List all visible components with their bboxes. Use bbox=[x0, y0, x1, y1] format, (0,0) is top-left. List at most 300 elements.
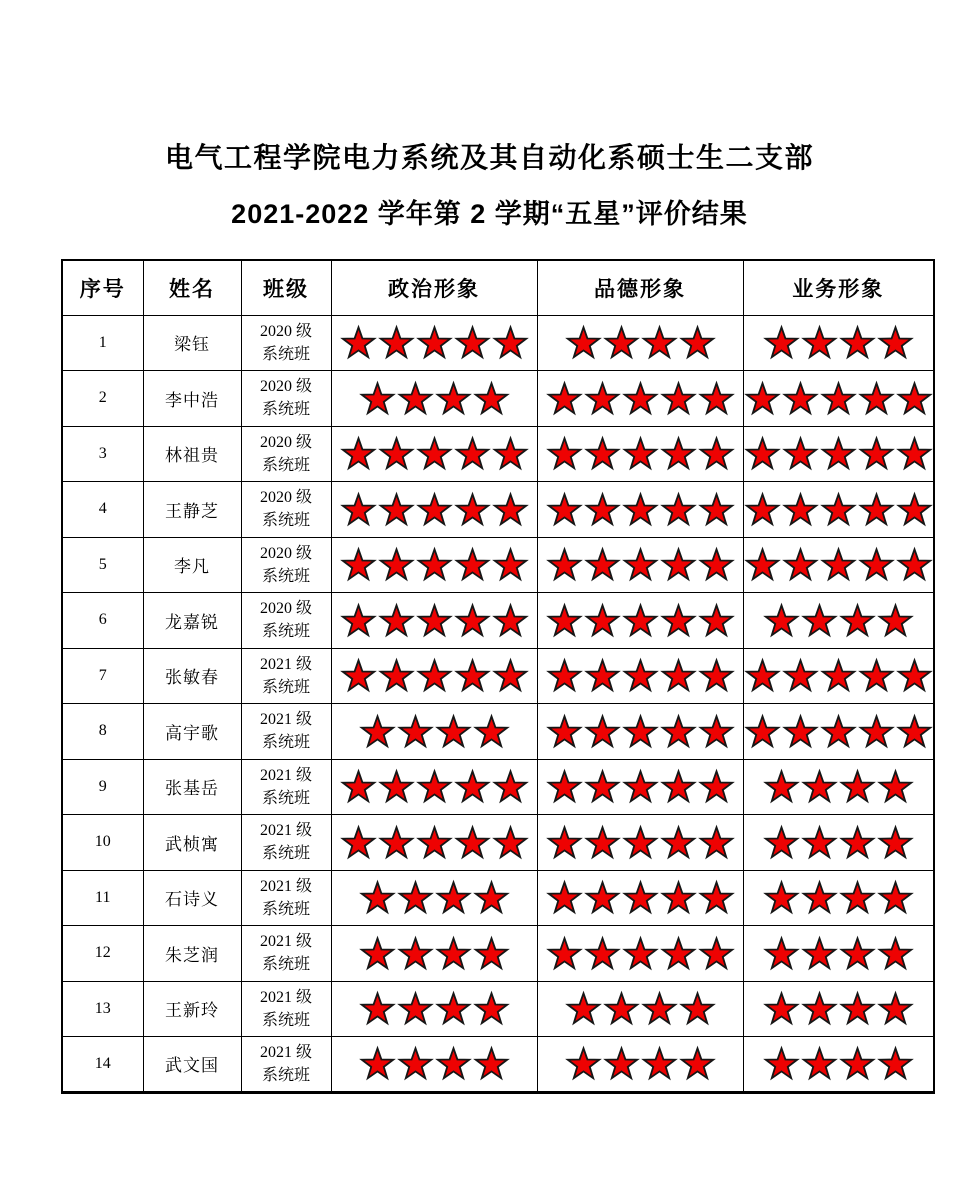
moral-stars bbox=[537, 870, 743, 926]
class-year: 2020 级 bbox=[259, 378, 312, 396]
star-icon bbox=[586, 881, 619, 914]
student-name: 林祖贵 bbox=[143, 426, 241, 482]
star-icon bbox=[342, 548, 375, 581]
professional-stars bbox=[743, 926, 934, 982]
star-icon bbox=[860, 659, 893, 692]
star-icon bbox=[803, 770, 836, 803]
row-index: 1 bbox=[62, 315, 143, 371]
star-icon bbox=[879, 937, 912, 970]
star-icon bbox=[841, 826, 874, 859]
star-icon bbox=[361, 382, 394, 415]
star-icon bbox=[803, 992, 836, 1025]
professional-stars bbox=[743, 537, 934, 593]
star-icon bbox=[662, 881, 695, 914]
star-icon bbox=[624, 493, 657, 526]
star-icon bbox=[822, 548, 855, 581]
star-icon bbox=[586, 548, 619, 581]
star-icon bbox=[879, 881, 912, 914]
row-index: 8 bbox=[62, 704, 143, 760]
star-icon bbox=[586, 937, 619, 970]
table-row bbox=[62, 537, 934, 593]
star-icon bbox=[803, 1047, 836, 1080]
political-stars bbox=[331, 315, 537, 371]
star-icon bbox=[494, 826, 527, 859]
star-icon bbox=[841, 326, 874, 359]
class-name: 系统班 bbox=[261, 789, 310, 807]
class-year: 2020 级 bbox=[259, 544, 312, 562]
class-name: 系统班 bbox=[261, 845, 310, 863]
header-professional: 业务形象 bbox=[743, 260, 934, 315]
star-icon bbox=[380, 826, 413, 859]
star-icon bbox=[841, 770, 874, 803]
political-stars bbox=[331, 537, 537, 593]
star-icon bbox=[361, 715, 394, 748]
star-icon bbox=[361, 937, 394, 970]
star-icon bbox=[624, 659, 657, 692]
star-icon bbox=[475, 715, 508, 748]
star-icon bbox=[803, 937, 836, 970]
star-icon bbox=[475, 992, 508, 1025]
star-icon bbox=[803, 881, 836, 914]
class-name: 系统班 bbox=[261, 345, 310, 363]
star-icon bbox=[475, 1047, 508, 1080]
star-icon bbox=[784, 548, 817, 581]
star-icon bbox=[380, 437, 413, 470]
star-icon bbox=[418, 437, 451, 470]
political-stars bbox=[331, 815, 537, 871]
star-icon bbox=[662, 715, 695, 748]
table-row bbox=[62, 426, 934, 482]
student-class bbox=[241, 315, 331, 371]
star-icon bbox=[700, 715, 733, 748]
class-name: 系统班 bbox=[261, 956, 310, 974]
class-year: 2021 级 bbox=[259, 766, 312, 784]
star-icon bbox=[494, 437, 527, 470]
moral-stars bbox=[537, 537, 743, 593]
star-icon bbox=[548, 604, 581, 637]
star-icon bbox=[765, 1047, 798, 1080]
star-icon bbox=[765, 326, 798, 359]
table-row bbox=[62, 1037, 934, 1093]
star-icon bbox=[662, 493, 695, 526]
professional-stars bbox=[743, 759, 934, 815]
star-icon bbox=[765, 604, 798, 637]
star-icon bbox=[784, 659, 817, 692]
star-icon bbox=[803, 604, 836, 637]
star-icon bbox=[418, 548, 451, 581]
star-icon bbox=[548, 715, 581, 748]
star-icon bbox=[586, 604, 619, 637]
table-row bbox=[62, 926, 934, 982]
star-icon bbox=[475, 382, 508, 415]
professional-stars bbox=[743, 482, 934, 538]
star-icon bbox=[841, 881, 874, 914]
moral-stars bbox=[537, 926, 743, 982]
star-icon bbox=[380, 604, 413, 637]
star-icon bbox=[586, 493, 619, 526]
student-class bbox=[241, 426, 331, 482]
class-year: 2021 级 bbox=[259, 1043, 312, 1061]
star-icon bbox=[586, 770, 619, 803]
professional-stars bbox=[743, 815, 934, 871]
star-icon bbox=[700, 770, 733, 803]
star-icon bbox=[860, 493, 893, 526]
professional-stars bbox=[743, 371, 934, 427]
class-year: 2021 级 bbox=[259, 822, 312, 840]
star-icon bbox=[624, 881, 657, 914]
moral-stars bbox=[537, 704, 743, 760]
class-year: 2021 级 bbox=[259, 988, 312, 1006]
class-name: 系统班 bbox=[261, 900, 310, 918]
star-icon bbox=[437, 1047, 470, 1080]
star-icon bbox=[860, 437, 893, 470]
student-name: 武文国 bbox=[143, 1037, 241, 1093]
star-icon bbox=[822, 715, 855, 748]
moral-stars bbox=[537, 815, 743, 871]
star-icon bbox=[662, 770, 695, 803]
class-year: 2021 级 bbox=[259, 933, 312, 951]
student-class bbox=[241, 371, 331, 427]
star-icon bbox=[700, 548, 733, 581]
star-icon bbox=[624, 770, 657, 803]
star-icon bbox=[860, 382, 893, 415]
star-icon bbox=[548, 548, 581, 581]
star-icon bbox=[380, 548, 413, 581]
student-class bbox=[241, 815, 331, 871]
star-icon bbox=[456, 826, 489, 859]
star-icon bbox=[399, 715, 432, 748]
star-icon bbox=[342, 770, 375, 803]
student-name: 张基岳 bbox=[143, 759, 241, 815]
star-icon bbox=[700, 437, 733, 470]
star-icon bbox=[418, 326, 451, 359]
star-icon bbox=[342, 493, 375, 526]
star-icon bbox=[624, 715, 657, 748]
star-icon bbox=[681, 992, 714, 1025]
student-class bbox=[241, 482, 331, 538]
class-name: 系统班 bbox=[261, 401, 310, 419]
student-name: 王静芝 bbox=[143, 482, 241, 538]
star-icon bbox=[342, 437, 375, 470]
star-icon bbox=[380, 493, 413, 526]
header-name: 姓名 bbox=[143, 260, 241, 315]
student-name: 李凡 bbox=[143, 537, 241, 593]
star-icon bbox=[841, 937, 874, 970]
student-class bbox=[241, 981, 331, 1037]
star-icon bbox=[548, 826, 581, 859]
class-name: 系统班 bbox=[261, 734, 310, 752]
star-icon bbox=[898, 493, 931, 526]
class-year: 2020 级 bbox=[259, 322, 312, 340]
star-icon bbox=[418, 493, 451, 526]
star-icon bbox=[662, 659, 695, 692]
star-icon bbox=[662, 382, 695, 415]
star-icon bbox=[361, 881, 394, 914]
star-icon bbox=[700, 937, 733, 970]
star-icon bbox=[746, 659, 779, 692]
moral-stars bbox=[537, 593, 743, 649]
star-icon bbox=[784, 382, 817, 415]
star-icon bbox=[605, 992, 638, 1025]
star-icon bbox=[784, 715, 817, 748]
star-icon bbox=[765, 881, 798, 914]
table-row bbox=[62, 759, 934, 815]
star-icon bbox=[898, 437, 931, 470]
document-title-line2: 2021-2022 学年第 2 学期“五星”评价结果 bbox=[231, 199, 748, 229]
header-class: 班级 bbox=[241, 260, 331, 315]
class-year: 2020 级 bbox=[259, 489, 312, 507]
class-name: 系统班 bbox=[261, 567, 310, 585]
moral-stars bbox=[537, 981, 743, 1037]
star-icon bbox=[418, 770, 451, 803]
star-icon bbox=[418, 604, 451, 637]
star-icon bbox=[361, 1047, 394, 1080]
student-name: 石诗义 bbox=[143, 870, 241, 926]
star-icon bbox=[475, 881, 508, 914]
star-icon bbox=[548, 937, 581, 970]
professional-stars bbox=[743, 426, 934, 482]
student-name: 王新玲 bbox=[143, 981, 241, 1037]
student-class bbox=[241, 648, 331, 704]
star-icon bbox=[765, 992, 798, 1025]
class-name: 系统班 bbox=[261, 1011, 310, 1029]
political-stars bbox=[331, 482, 537, 538]
star-icon bbox=[765, 826, 798, 859]
star-icon bbox=[700, 604, 733, 637]
star-icon bbox=[399, 881, 432, 914]
star-icon bbox=[456, 493, 489, 526]
header-moral: 品德形象 bbox=[537, 260, 743, 315]
star-icon bbox=[342, 826, 375, 859]
row-index: 10 bbox=[62, 815, 143, 871]
star-icon bbox=[803, 326, 836, 359]
star-icon bbox=[643, 326, 676, 359]
class-name: 系统班 bbox=[261, 456, 310, 474]
row-index: 9 bbox=[62, 759, 143, 815]
table-row bbox=[62, 704, 934, 760]
star-icon bbox=[662, 548, 695, 581]
star-icon bbox=[586, 715, 619, 748]
student-name: 高宇歌 bbox=[143, 704, 241, 760]
star-icon bbox=[437, 937, 470, 970]
student-class bbox=[241, 870, 331, 926]
star-icon bbox=[700, 493, 733, 526]
star-icon bbox=[456, 659, 489, 692]
row-index: 5 bbox=[62, 537, 143, 593]
rating-table bbox=[61, 259, 935, 1094]
star-icon bbox=[898, 548, 931, 581]
star-icon bbox=[822, 382, 855, 415]
star-icon bbox=[746, 437, 779, 470]
star-icon bbox=[841, 604, 874, 637]
star-icon bbox=[879, 1047, 912, 1080]
table-row bbox=[62, 371, 934, 427]
star-icon bbox=[841, 992, 874, 1025]
star-icon bbox=[437, 881, 470, 914]
star-icon bbox=[662, 604, 695, 637]
star-icon bbox=[624, 937, 657, 970]
star-icon bbox=[437, 382, 470, 415]
star-icon bbox=[700, 382, 733, 415]
star-icon bbox=[765, 770, 798, 803]
moral-stars bbox=[537, 315, 743, 371]
star-icon bbox=[399, 992, 432, 1025]
star-icon bbox=[822, 437, 855, 470]
star-icon bbox=[700, 881, 733, 914]
student-class bbox=[241, 537, 331, 593]
star-icon bbox=[681, 326, 714, 359]
star-icon bbox=[399, 937, 432, 970]
political-stars bbox=[331, 759, 537, 815]
star-icon bbox=[898, 382, 931, 415]
star-icon bbox=[784, 437, 817, 470]
star-icon bbox=[494, 604, 527, 637]
star-icon bbox=[662, 937, 695, 970]
star-icon bbox=[822, 659, 855, 692]
table-row bbox=[62, 815, 934, 871]
star-icon bbox=[586, 437, 619, 470]
star-icon bbox=[746, 715, 779, 748]
class-year: 2021 级 bbox=[259, 877, 312, 895]
political-stars bbox=[331, 648, 537, 704]
star-icon bbox=[700, 826, 733, 859]
row-index: 4 bbox=[62, 482, 143, 538]
star-icon bbox=[879, 604, 912, 637]
star-icon bbox=[624, 382, 657, 415]
star-icon bbox=[456, 770, 489, 803]
class-name: 系统班 bbox=[261, 512, 310, 530]
star-icon bbox=[898, 659, 931, 692]
star-icon bbox=[548, 659, 581, 692]
student-class bbox=[241, 593, 331, 649]
star-icon bbox=[342, 326, 375, 359]
star-icon bbox=[418, 826, 451, 859]
student-name: 武桢寓 bbox=[143, 815, 241, 871]
star-icon bbox=[624, 548, 657, 581]
professional-stars bbox=[743, 648, 934, 704]
star-icon bbox=[662, 437, 695, 470]
professional-stars bbox=[743, 593, 934, 649]
star-icon bbox=[860, 548, 893, 581]
star-icon bbox=[643, 992, 676, 1025]
professional-stars bbox=[743, 1037, 934, 1093]
star-icon bbox=[548, 770, 581, 803]
star-icon bbox=[399, 382, 432, 415]
star-icon bbox=[803, 826, 836, 859]
star-icon bbox=[399, 1047, 432, 1080]
political-stars bbox=[331, 870, 537, 926]
class-year: 2020 级 bbox=[259, 433, 312, 451]
moral-stars bbox=[537, 426, 743, 482]
star-icon bbox=[456, 548, 489, 581]
star-icon bbox=[643, 1047, 676, 1080]
student-name: 龙嘉锐 bbox=[143, 593, 241, 649]
class-year: 2021 级 bbox=[259, 655, 312, 673]
star-icon bbox=[548, 881, 581, 914]
student-class bbox=[241, 704, 331, 760]
star-icon bbox=[746, 493, 779, 526]
row-index: 3 bbox=[62, 426, 143, 482]
star-icon bbox=[494, 548, 527, 581]
star-icon bbox=[605, 1047, 638, 1080]
star-icon bbox=[342, 604, 375, 637]
political-stars bbox=[331, 371, 537, 427]
political-stars bbox=[331, 926, 537, 982]
student-class bbox=[241, 926, 331, 982]
political-stars bbox=[331, 704, 537, 760]
star-icon bbox=[418, 659, 451, 692]
star-icon bbox=[548, 493, 581, 526]
class-name: 系统班 bbox=[261, 678, 310, 696]
star-icon bbox=[605, 326, 638, 359]
star-icon bbox=[624, 437, 657, 470]
star-icon bbox=[342, 659, 375, 692]
star-icon bbox=[822, 493, 855, 526]
moral-stars bbox=[537, 371, 743, 427]
table-row bbox=[62, 482, 934, 538]
star-icon bbox=[662, 826, 695, 859]
moral-stars bbox=[537, 759, 743, 815]
student-name: 梁钰 bbox=[143, 315, 241, 371]
star-icon bbox=[586, 826, 619, 859]
star-icon bbox=[681, 1047, 714, 1080]
star-icon bbox=[494, 493, 527, 526]
star-icon bbox=[898, 715, 931, 748]
star-icon bbox=[380, 326, 413, 359]
student-name: 李中浩 bbox=[143, 371, 241, 427]
professional-stars bbox=[743, 315, 934, 371]
star-icon bbox=[361, 992, 394, 1025]
table-row bbox=[62, 593, 934, 649]
row-index: 12 bbox=[62, 926, 143, 982]
star-icon bbox=[624, 604, 657, 637]
document-title-line1: 电气工程学院电力系统及其自动化系硕士生二支部 bbox=[164, 142, 814, 173]
political-stars bbox=[331, 1037, 537, 1093]
moral-stars bbox=[537, 482, 743, 538]
star-icon bbox=[437, 992, 470, 1025]
star-icon bbox=[586, 659, 619, 692]
professional-stars bbox=[743, 704, 934, 760]
table-row bbox=[62, 315, 934, 371]
class-year: 2020 级 bbox=[259, 600, 312, 618]
political-stars bbox=[331, 981, 537, 1037]
table-row bbox=[62, 648, 934, 704]
row-index: 14 bbox=[62, 1037, 143, 1093]
star-icon bbox=[567, 992, 600, 1025]
table-row bbox=[62, 981, 934, 1037]
star-icon bbox=[456, 604, 489, 637]
professional-stars bbox=[743, 981, 934, 1037]
class-name: 系统班 bbox=[261, 623, 310, 641]
header-political: 政治形象 bbox=[331, 260, 537, 315]
star-icon bbox=[494, 770, 527, 803]
political-stars bbox=[331, 593, 537, 649]
star-icon bbox=[475, 937, 508, 970]
star-icon bbox=[746, 382, 779, 415]
star-icon bbox=[841, 1047, 874, 1080]
star-icon bbox=[700, 659, 733, 692]
star-icon bbox=[765, 937, 798, 970]
professional-stars bbox=[743, 870, 934, 926]
star-icon bbox=[437, 715, 470, 748]
header-row bbox=[62, 260, 934, 315]
star-icon bbox=[380, 659, 413, 692]
star-icon bbox=[548, 382, 581, 415]
star-icon bbox=[494, 326, 527, 359]
table-body bbox=[62, 315, 934, 1092]
moral-stars bbox=[537, 648, 743, 704]
row-index: 11 bbox=[62, 870, 143, 926]
